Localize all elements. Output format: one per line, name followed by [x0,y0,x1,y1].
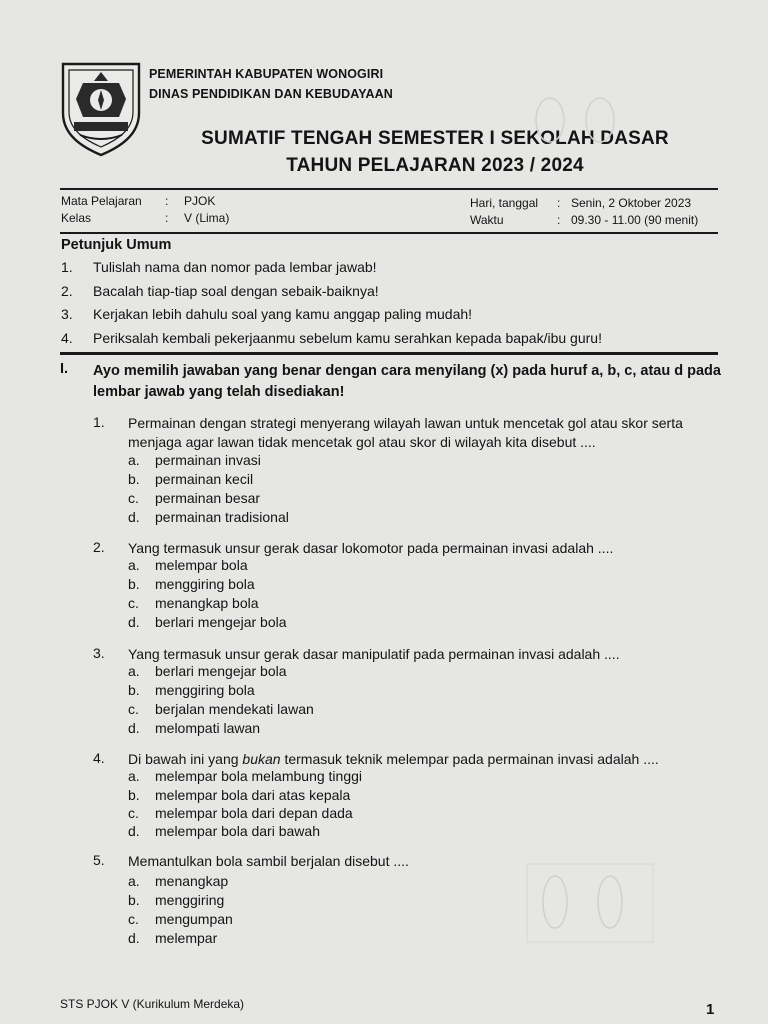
question-text: Yang termasuk unsur gerak dasar manipulatif pada permainan invasi adalah .... [128,646,620,662]
option-label: a. [128,557,140,573]
class-colon: : [165,211,169,225]
question-text-emphasis: bukan [242,751,281,767]
option-text: berjalan mendekati lawan [155,701,314,717]
option-text: melempar bola melambung tinggi [155,768,362,784]
time-colon: : [557,213,561,227]
bleed-through-figures-bottom [525,862,655,944]
option-label: d. [128,823,140,839]
option-label: b. [128,471,140,487]
info-divider [60,232,718,234]
option-label: b. [128,787,140,803]
instruction-number: 2. [61,282,73,299]
date-label: Hari, tanggal [470,196,539,210]
option-text: permainan besar [155,490,261,506]
subject-colon: : [165,194,169,208]
instruction-text: Bacalah tiap-tiap soal dengan sebaik-baiknya! [93,282,379,299]
question-number: 2. [93,539,105,555]
exam-title-line-1: SUMATIF TENGAH SEMESTER I SEKOLAH DASAR [201,128,669,149]
option-label: d. [128,614,140,630]
option-label: c. [128,595,139,611]
question-number: 1. [93,414,105,430]
section-instruction: Ayo memilih jawaban yang benar dengan cara menyilang (x) pada huruf a, b, c, atau d pada lembar jawab yang telah disediakan! [93,363,721,400]
option-label: d. [128,509,140,525]
instruction-text: Kerjakan lebih dahulu soal yang kamu anggap paling mudah! [93,306,473,323]
option-text: melempar bola [155,557,248,573]
question-text: Yang termasuk unsur gerak dasar lokomotor pada permainan invasi adalah .... [128,540,614,556]
option-text: mengumpan [155,911,233,927]
question-text [128,750,724,769]
agency-name [149,64,393,104]
question-text-after: termasuk teknik melempar pada permainan invasi adalah .... [280,751,659,767]
option-text: melompati lawan [155,720,261,736]
time-label: Waktu [470,213,504,227]
option-text: menangkap [155,873,229,889]
subject-label: Mata Pelajaran [61,194,142,208]
page-number: 1 [706,1001,715,1018]
option-label: b. [128,892,140,908]
option-text: berlari mengejar bola [155,663,287,679]
class-label: Kelas [61,211,92,225]
option-label: a. [128,768,140,784]
option-text: permainan kecil [155,471,254,487]
time-value: 09.30 - 11.00 (90 menit) [571,213,699,227]
option-text: melempar bola dari bawah [155,823,320,839]
option-text: berlari mengejar bola [155,614,287,630]
bleed-through-figures [520,90,630,150]
option-label: c. [128,490,139,506]
option-text: melempar [155,930,218,946]
instruction-number: 4. [61,329,73,346]
section-number: I. [60,361,69,377]
option-label: a. [128,663,140,679]
instruction-number: 1. [61,259,73,275]
question-text: Memantulkan bola sambil berjalan disebut .... [128,853,409,869]
option-text: melempar bola dari atas kepala [155,787,351,803]
question-number: 3. [93,645,105,661]
option-label: c. [128,701,139,717]
date-colon: : [557,196,561,210]
header-divider [60,188,718,190]
option-text: menangkap bola [155,595,259,611]
option-label: a. [128,452,140,468]
option-text: menggiring bola [155,576,255,592]
option-label: b. [128,682,140,698]
agency-line-1: PEMERINTAH KABUPATEN WONOGIRI [149,67,384,81]
instruction-number: 3. [61,306,73,323]
question-number: 4. [93,750,105,766]
option-text: menggiring [155,892,225,908]
option-label: b. [128,576,140,592]
option-label: c. [128,805,139,821]
instructions-title: Petunjuk Umum [61,237,172,253]
question-number: 5. [93,852,105,868]
option-label: d. [128,720,140,736]
question-text: Permainan dengan strategi menyerang wilayah lawan untuk mencetak gol atau skor serta menjaga agar lawan tidak mencetak gol atau skor di wilayah kita disebut .... [128,415,683,450]
wonogiri-coat-of-arms-logo [60,61,142,157]
subject-value: PJOK [184,194,216,208]
option-label: d. [128,930,140,946]
option-text: permainan invasi [155,452,261,468]
option-text: melempar bola dari depan dada [155,805,353,821]
footer-label: STS PJOK V (Kurikulum Merdeka) [60,997,245,1011]
exam-title-line-2: TAHUN PELAJARAN 2023 / 2024 [286,155,584,176]
instruction-text: Periksalah kembali pekerjaanmu sebelum kamu serahkan kepada bapak/ibu guru! [93,329,602,346]
option-label: a. [128,873,140,889]
option-text: permainan tradisional [155,509,289,525]
class-value: V (Lima) [184,211,230,225]
question-text-before: Di bawah ini yang [128,751,243,767]
option-label: c. [128,911,139,927]
option-text: menggiring bola [155,682,255,698]
date-value: Senin, 2 Oktober 2023 [571,196,692,210]
instruction-text: Tulislah nama dan nomor pada lembar jawab! [93,259,377,275]
section-divider [60,352,718,355]
agency-line-2: DINAS PENDIDIKAN DAN KEBUDAYAAN [149,87,393,101]
